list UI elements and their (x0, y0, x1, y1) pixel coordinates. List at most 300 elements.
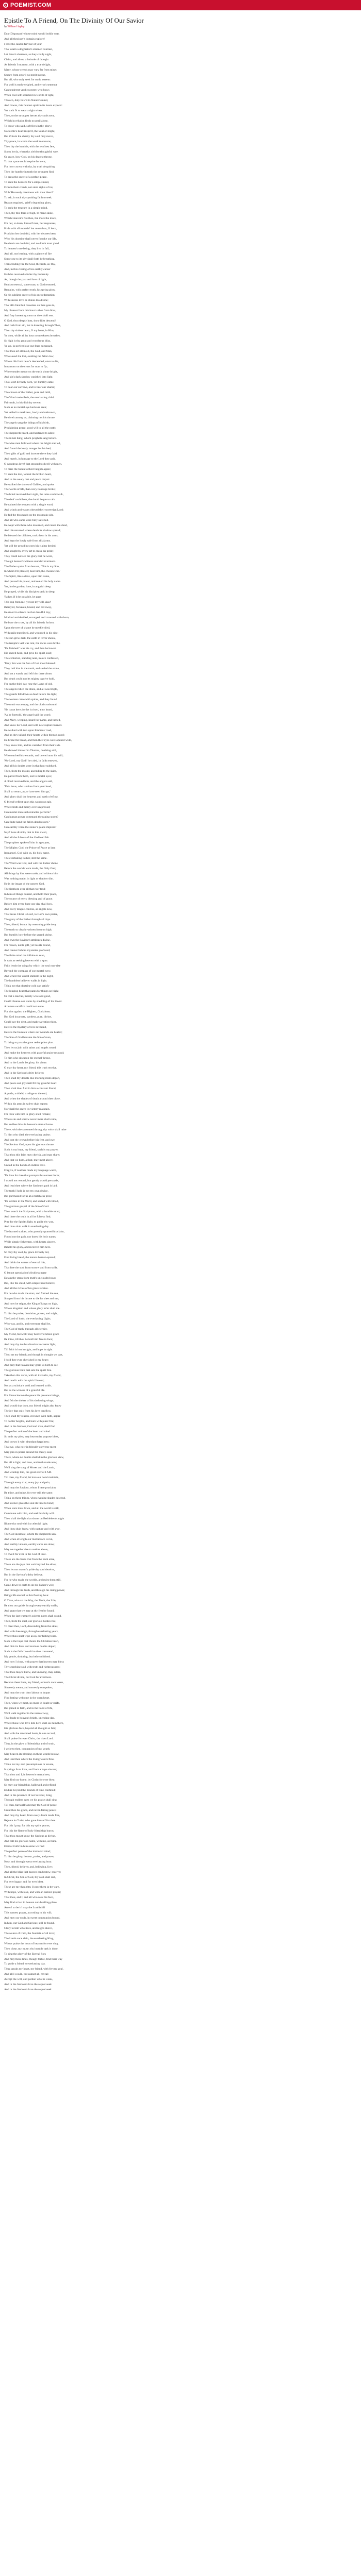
poem-line: To those who said, soft fires in thy glory; (4, 124, 52, 128)
poem-line: Endure beyond the bounds of time confined; (4, 1788, 56, 1792)
poem-line: The centurion, standing near, in awe confessed, (4, 657, 59, 660)
poem-line: And drink the waters of eternal life, (4, 1261, 45, 1264)
poem-line: Who was, and is, and evermore shall be, (4, 1323, 51, 1326)
poem-line: And lead thee where the living waters flow. (4, 1757, 55, 1761)
poem-line: Be thou our guide through every earthly strife; (4, 1604, 58, 1607)
poem-line: While simple fishermen, with hearts sincere, (4, 1241, 56, 1244)
poem-line: Before the worlds were made, the Only One; (4, 867, 56, 870)
poem-line: The finite mind the infinite to scan, (4, 954, 45, 957)
poem-line: That thou, and I, and all who seek his face, (4, 1896, 54, 1900)
poem-line: Reason regained, grief's degrading glory, (4, 201, 52, 205)
poem-line: 'As he foretold,' the angel said the word; (4, 713, 51, 717)
poem-line: The Lord of lords, the everlasting Light; (4, 1317, 51, 1321)
poem-line: Mocked and derided, scourged, and crowned with thorn, (4, 616, 70, 619)
poem-line: Whose praise the hosts of heaven for ever sing. (4, 1942, 59, 1945)
poem-line: The Saviour God, upon his glorious throne. (4, 1143, 55, 1147)
poem-line: Beyond the compass of our mortal eyes; (4, 969, 51, 973)
poem-line: And Mary, weeping, heard her name, and turned, (4, 718, 61, 722)
poem-line: And all who came were fully satisfied. (4, 519, 49, 522)
poem-line: Shall so return, as ye have seen him go,' (4, 790, 51, 793)
poem-line: The Son of God became the Son of man, (4, 1036, 52, 1039)
poem-line: Forgive, if zeal has made my language warm, (4, 1169, 57, 1173)
poem-line: Amen! so be it! may the Lord fulfil (4, 1906, 45, 1910)
poem-line: He wept with those who mourned, and raised the dead, (4, 524, 68, 527)
poem-line: And may the Saviour, whom I here proclaim, (4, 1486, 57, 1490)
poem-line: They could not see the glory that he wore, (4, 554, 53, 558)
poem-line: I love the candid fervour of your (4, 42, 42, 46)
poem-line: Within his arms in safety shalt repose. (4, 1102, 48, 1106)
poem-line: The women came with spices, and they found (4, 698, 57, 701)
poem-line: For I have known the peace his presence brings, (4, 1394, 60, 1398)
poem-line: Then, thy this form of high, to man's alike, (4, 211, 54, 215)
poem-line: For he who made the worlds, and rules them still, (4, 1579, 61, 1582)
poem-line: Through endless ages we his praise shall sing. (4, 1799, 58, 1802)
poem-line: A guide, a shield, a refuge to the end; (4, 1092, 47, 1096)
poem-line: The humblest believer walks in light. (4, 979, 47, 983)
poem-line: For well is truth weighed, and error's sentence (4, 83, 58, 87)
poem-line: My gentle, doubting, but beloved friend. (4, 1655, 51, 1659)
poem-line: 'Truly this was the Son of God most blessed.' (4, 662, 56, 666)
poem-line: O wondrous love! that stooped to dwell with men, (4, 462, 62, 466)
poem-line: Dear Disputant! whose mind would boldly soar, (4, 32, 60, 36)
site-logo[interactable] (3, 2, 51, 8)
poem-line: Think not that doctrine cold can satisfy (4, 985, 50, 988)
poem-line: Transcending fire the Soul, the truth, as Thy, (4, 263, 56, 266)
poem-line: Could pay the debt, and make salvation thine. (4, 1020, 57, 1024)
poem-line: The Christ divine, our God for evermore. (4, 1675, 52, 1679)
poem-line: No feeble's heart inspir'd, the Soul or might, (4, 129, 55, 133)
poem-line: Where sin and sorrow never more shall come, (4, 1117, 57, 1121)
poem-line: He walked the shores of Galilee, and spoke (4, 483, 54, 486)
poem-line: Then let us join with saints and angels round, (4, 1046, 57, 1049)
poem-line: And now he reigns, the King of kings on high, (4, 1302, 58, 1306)
poem-line: As, though the past and love of light, (4, 278, 47, 281)
poem-line: 'Tis love for thee that prompts this earnest form; (4, 1174, 60, 1178)
poemist-logo-icon (3, 3, 8, 8)
poem-line: Can earthly voice the sinner's peace implore? (4, 826, 57, 829)
poem-line: Then, to the strongest heroes thy souls sent, (4, 114, 55, 117)
poem-line: Proclaiming peace, good will to all the earth; (4, 427, 56, 430)
poem-line: Found not the path, nor knew his holy name; (4, 1235, 56, 1239)
poem-line: When cool self-searched in worlds of light, (4, 94, 54, 97)
poem-line: And life returned where death its shadow spread; (4, 529, 61, 532)
poem-line: To guide a friend to everlasting day. (4, 1962, 46, 1966)
poem-line: And myrrh, in homage to the Lord they paid. (4, 457, 56, 461)
poem-line: Pray for the Spirit's light, to guide thy way, (4, 1220, 54, 1224)
poem-line: That free the soul from sorrow and from strife. (4, 1266, 58, 1269)
poem-line: Hath he received a fuller thy humanity. (4, 273, 50, 277)
poem-line: And when at length our mortal race is run, (4, 1537, 53, 1541)
poem-line: And read it with the spirit I intend; (4, 1379, 44, 1382)
poem-line: Which Heaven's fire thee, the more the more, (4, 216, 57, 220)
poem-line: We'll walk together in the narrow way, (4, 1711, 49, 1715)
poem-line: With hope, with love, and with an earnest prayer; (4, 1891, 61, 1894)
poem-line: And hath from sin, but in kneeling through Thee, (4, 324, 61, 328)
poem-line: The prophets spoke of him in ages past, (4, 841, 50, 845)
poem-line: For reason, noble gift, yet has its bound, (4, 943, 51, 947)
poem-line: The learned scribes, who proudly spurned his claim, (4, 1230, 64, 1234)
poem-line: For sins against the Highest, God alone; (4, 1010, 51, 1014)
poem-line: Could cleanse our stains by shedding of his blood. (4, 1000, 62, 1004)
poem-line: Glory to him who lives, and reigns above, (4, 1926, 53, 1930)
poem-line: The Spirit, like a dove, upon him came, (4, 575, 50, 579)
poem-line: And all the bliss that heaven can bestow, receive; (4, 1870, 61, 1874)
poem-line: In whom I'm pleased; hear him, the chosen One.' (4, 570, 61, 573)
poem-line: He stood in silence on that dreadful day; (4, 611, 51, 614)
poem-line: And all theology's domain explore! (4, 37, 45, 41)
poem-line: But endless bliss in heaven's eternal home. (4, 1123, 54, 1126)
poem-line: Ye thou, while all its hour no meekness breathes, (4, 334, 61, 338)
poem-line: The everlasting Father, still the same. (4, 856, 47, 860)
poem-line: Pride with all mortals! but most thou, O hero, (4, 227, 57, 230)
poem-line: But as the witness of a grateful life. (4, 1389, 45, 1393)
poem-line: Yet veiled in meekness, lowly and unknown, (4, 411, 56, 415)
poem-line: This earnest prayer, according to his will; (4, 1911, 52, 1915)
poem-line: And thou shalt know, with rapture and with awe, (4, 1527, 61, 1531)
poem-line: Immanuel, God with us, his holy name, (4, 852, 50, 855)
poem-line: Yet, in the garden, lone, in anguish deep, (4, 585, 52, 589)
poem-line: My clearest from this hour is thee from bliss, (4, 309, 56, 312)
poem-line: The tomb was empty, and the cloths unbound. (4, 703, 57, 706)
poem-line: And with the ransomed hosts, in one accord, (4, 1732, 56, 1736)
poem-line: That leads to heaven's bright, unending day. (4, 1717, 55, 1720)
poem-line: Where tender mercy on the earth shone bright, (4, 370, 58, 374)
poem-line: The firstborn over all that ever trod; (4, 887, 46, 891)
poem-line: Upon the tree of shame he meekly died, (4, 626, 51, 630)
poem-line: Which in religion finds no peril alone, (4, 119, 48, 123)
poem-line: And earthly labours, earthly cares are done; (4, 1543, 55, 1546)
poem-line: And all the fulness of the Godhead felt. (4, 836, 50, 840)
poem-line: In ransom on the cross for man to fly; (4, 365, 48, 368)
poem-line: But death could not its mighty captive hold, (4, 677, 55, 681)
poem-line: But purchased for us at a matchless price; (4, 1194, 53, 1198)
poem-line: Such is my hope, my friend, such is my prayer, (4, 1148, 59, 1152)
poem-line: Scorn lowly, when thy yield to thoughtful woe, (4, 150, 59, 154)
poem-line: Fair truth, in his divinity serene, (4, 401, 41, 404)
poem-line: And found the lowly manger for his bed; (4, 447, 52, 450)
poem-line: That thou this faith may cherish, and may share; (4, 1154, 60, 1157)
poem-line: To him be praise, dominion, power, and might, (4, 1312, 58, 1316)
main-content (0, 10, 361, 1993)
poem-line: But, like the child, with simple trust believe, (4, 1281, 56, 1285)
poem-line: The Mighty God, the Prince of Peace at last; (4, 846, 56, 850)
poem-line: Or that a teacher, merely wise and good, (4, 995, 51, 998)
poem-line: It springs from love, and from a hope sincere; (4, 1768, 57, 1771)
poem-line: To meet thee, Lord, descending from the skies; (4, 1624, 59, 1628)
poem-line: Then search the Scriptures, with a humble mind, (4, 1210, 60, 1213)
poem-line: And in the Saviour's love the sequel seek. (4, 1983, 53, 1987)
poem-line: And when the shades of death around thee close, (4, 1097, 61, 1100)
poem-line: And every tongue confess, as angels now, (4, 908, 53, 911)
poem-line: The truth so clearly written from on high; (4, 928, 53, 932)
poem-line: And all, not leaning, with a glance of fire (4, 252, 52, 256)
poem-line: Such as no mortal eye had ever seen; (4, 406, 47, 410)
poem-line: He parted from them, lost to mortal eyes; (4, 774, 52, 778)
poem-line: The Lamb once slain, the everlasting King, (4, 1937, 54, 1940)
poem-line: 'Tis finished!' was his cry, and then he bowed (4, 647, 57, 650)
poem-line: But if from the charity thy soul may move, (4, 134, 54, 138)
poem-line: His glorious face, beyond all thought so fair; (4, 1727, 56, 1731)
poem-line: May find at last in heaven our dwelling-place. (4, 1901, 58, 1905)
poem-title: Epistle To A Friend, On The Divinity Of Our Savior (4, 16, 144, 24)
poem-line: And knew her Lord, and with new rapture burned. (4, 723, 62, 727)
poem-line: For ever happy, and for ever blest. (4, 1880, 44, 1884)
poem-line: And in the Saviour's love the sequel seek. (4, 1988, 53, 1992)
poem-line: The Word was God, and with the Father shone (4, 861, 58, 865)
poem-line: And in the presence of our Saviour, King, (4, 1793, 53, 1797)
poem-line: Stooped from his throne to die for thee and me; (4, 1297, 59, 1300)
poem-line: And fury hastening most on thee shall rest. (4, 314, 54, 317)
poem-line: Then the humble in truth the strongest find, (4, 171, 55, 174)
poem-line: Remains, with perfect truth, his spring glow, (4, 288, 56, 292)
poem-line: 'He is not here; for he is risen,' they heard, (4, 708, 53, 711)
poem-line: And sought by every art to crush his pride; (4, 549, 54, 553)
poem-line: Many, whose creeds may vary far from mine; (4, 68, 57, 72)
poem-line: When the last trumpet's solemn notes shall sound. (4, 1614, 62, 1618)
poem-line: Thy peace, in words the weak to crowns, (4, 140, 52, 143)
poem-line: The God of truth, through all eternity. (4, 1328, 48, 1331)
poem-line: Then, from the dust, our glorious bodies rise, (4, 1619, 56, 1623)
poem-line: Such is the faith I would to thee commend, (4, 1650, 54, 1654)
byline-prefix: by (4, 25, 7, 28)
poem-line: Whose life from heav'n descended, once to die, (4, 360, 59, 363)
poem-line: And dawns, this faintest spirit in its hours expos'd: (4, 104, 63, 108)
poem-line: And may these lines, though feeble, find their way (4, 1957, 63, 1961)
poem-line: The guards fell down as dead before the light; (4, 692, 57, 696)
poem-line: To seek the treasure in a simple mind, (4, 206, 48, 210)
poem-line: To him be glory, honour, praise, and power, (4, 1855, 55, 1858)
poem-line: And worship him, the great eternal I AM. (4, 1471, 52, 1475)
poem-line: Thus, in the glow of friendship and of truth, (4, 1742, 55, 1746)
site-brand: POEMIST.COM (10, 2, 52, 8)
poem-line: With 'Heavenly meekness wilt thou bless?' (4, 191, 54, 195)
poem-line: To him who sits upon the eternal throne, (4, 1056, 51, 1060)
poem-line: Before him every knee one day shall bow, (4, 903, 53, 906)
poem-line: Then close, my muse; thy humble task is done, (4, 1947, 59, 1951)
poem-line: The source of truth, the fountain of all love; (4, 1931, 55, 1935)
poem-line: Tho' all's faint but ceaseless on thee goes to, (4, 303, 55, 307)
poem-line: Then shall the light that shone on Bethlehem's night (4, 1517, 64, 1520)
poem-line: O may thy heart, my friend, this truth receive, (4, 1066, 57, 1070)
poem-line: In him, our God and Saviour, still be found. (4, 1921, 55, 1925)
poem-line: Here is the mystery of love revealed, (4, 1025, 47, 1029)
poem-line: In Christ, the Son of God, thy soul shall rest, (4, 1875, 56, 1879)
poem-line: Who touched his wounds, and bowed unto his will; (4, 754, 63, 758)
poem-line: 'Father, if it be possible, let pass (4, 596, 41, 599)
poem-line: To ask, in such thy speaking faith to seek. (4, 196, 53, 199)
poem-line: Can mortal man such miracles perform? (4, 810, 51, 814)
poem-line: Betrayed, forsaken, bound, and led away, (4, 606, 52, 609)
poem-line: And cannot fathom mysteries profound; (4, 948, 51, 952)
poem-line: They laid him in the tomb, and sealed the stone, (4, 667, 60, 671)
poem-line: To him who died, the everlasting praise; (4, 1133, 51, 1137)
poem-line: The glorious gospel of the Son of God. (4, 1205, 50, 1208)
poem-line: Where those who love him here shall see him there, (4, 1722, 64, 1725)
poem-line: And all his doubts were in that hour subdued. (4, 765, 57, 768)
poem-line: Though heaven's witness sounded evermore. (4, 560, 56, 563)
poem-line: The temple's veil was rent, the rocks were broke. (4, 641, 61, 645)
poem-line: Nor shall the grave its victory maintain, (4, 1107, 51, 1111)
poem-line: United in the bonds of endless love. (4, 1164, 46, 1167)
poem-line: Can human power command the raging storm? (4, 816, 59, 819)
poem-line: To nobler heights, and burn with purer fire; (4, 1420, 54, 1423)
poem-line: Then let not reason's pride thy soul deceive, (4, 1568, 55, 1572)
poem-line: I would not wound, but gently would persuade, (4, 1179, 59, 1182)
poem-line: To sing the glory of the Eternal Son; (4, 1952, 46, 1956)
poem-line: The longing heart that pants for things on high; (4, 990, 59, 993)
poem-line: And may thy heart, from every doubt made free, (4, 1814, 60, 1818)
poem-line: And through his death, and through his rising power, (4, 1589, 65, 1592)
poem-line: He bore the cross, by all his friends forlorn. (4, 621, 55, 624)
poem-line: And, in this closing of his earthly career (4, 268, 51, 272)
poem-line: Brings life eternal to this fleeting hour. (4, 1594, 49, 1597)
poem-line: The source of every blessing and of grace. (4, 897, 53, 901)
poem-line: Who' his doctrine shall never forsake our life, (4, 237, 57, 241)
poem-line: And own the Saviour's attributes divine. (4, 938, 51, 942)
poem-line: Thou thy sinless heart, O my heart, in Him, (4, 329, 55, 333)
poem-line: The infant King, whom prophets sang before. (4, 437, 57, 440)
poem-line: And peace and joy shall fill thy grateful heart. (4, 1082, 57, 1086)
poem-line: Till faith is lost in sight, and hope in sight. (4, 1348, 53, 1351)
poem-line: This cup from me; yet not my will, alas!' (4, 601, 52, 604)
poem-line: The Father spoke from heaven, 'This is my Son, (4, 565, 60, 568)
poem-line: But all is light, and love, and truth made new; (4, 1461, 57, 1464)
poem-line: Rejoice in Christ, who gave himself for thee. (4, 1819, 56, 1823)
poem-line: That thou art all in all, the God, and Man, (4, 350, 53, 353)
poem-line: These are the fruits that from the truth arise, (4, 1558, 55, 1562)
poem-line: The perfect union of the heart and mind. (4, 1430, 51, 1433)
poem-line: The glory of the Father through all days. (4, 918, 51, 922)
poem-line: To seek the lost, to heal the broken heart, (4, 472, 52, 476)
poem-line: The God incarnate, whom the shepherds saw. (4, 1532, 57, 1536)
author-link[interactable]: William Hayley (7, 25, 25, 28)
poem-line: A human sacrifice could not atone (4, 1005, 44, 1009)
poem-line: He deeds are doubtful, and no doubt must yield (4, 242, 59, 246)
poem-line: Then, when we meet, no more in doubt or strife, (4, 1701, 60, 1705)
poem-line: With nails transfixed, and wounded in his side; (4, 631, 59, 635)
poem-line: Here is the fountain where our wounds are healed; (4, 1030, 62, 1034)
poem-line: Nay! 'twas divinity that in him dwelt, (4, 831, 47, 835)
poem-line: The glorious truth that sets the spirit free. (4, 1368, 52, 1372)
poem-line: Or grace, how God, on his dearest throne, (4, 155, 53, 159)
poem-line: And where the wisest stumble in the night, (4, 974, 54, 978)
poem-line: He blessed the children, took them in his arms, (4, 534, 59, 537)
poem-line: Take then this verse, with all its faults, my friend, (4, 1374, 61, 1377)
poem-line: So may our friendship, hallowed and refined, (4, 1783, 57, 1787)
poem-line: And there the truth in all its fulness find; (4, 1215, 52, 1218)
poem-line: Sincerely meant, and earnestly outspoken; (4, 1686, 53, 1689)
poem-line: I write to thee, companion of my youth; (4, 1748, 51, 1751)
poem-line: The Word made flesh, the everlasting child. (4, 396, 55, 399)
poem-line: Receive these lines, my friend, as love's own token, (4, 1681, 64, 1684)
poem-line: Detain thy steps from truth's unclouded rays; (4, 1276, 56, 1280)
poem-line: 'This Jesus, who is taken from your head, (4, 785, 52, 788)
poem-line: Be thine, till thou behold him face to face; (4, 1338, 53, 1342)
poem-line: 'Tis written in the Word, and sealed with blood, (4, 1199, 59, 1203)
poem-line: The blind received their sight, the lame could walk, (4, 493, 64, 497)
poem-line: He fed the thousands on the mountain side, (4, 514, 54, 517)
poem-body (4, 32, 361, 1993)
poem-line: Their gifts of gold and incense there they laid, (4, 452, 58, 455)
poem-line: Who saved the lost, exalting the fallen low; (4, 355, 55, 359)
poem-line: Was nothing made, in light or shadow dim. (4, 877, 54, 880)
poem-line: But all, who truly seek for truth, esteem: (4, 78, 51, 82)
poem-line: Proclaim her doubtful, with her decrees keep (4, 232, 56, 235)
poem-line: Then thy the humble, with the tend'rest few, (4, 145, 55, 148)
poem-line: There, where no doubts shall dim the glorious view, (4, 1455, 64, 1459)
poem-line: The angels sang the tidings of his birth, (4, 421, 50, 425)
poem-line: And silence gives the soul its time to bend; (4, 1502, 54, 1505)
poem-line: And sin's dark shadow vanished into light. (4, 375, 54, 379)
poem-line: Thus speaks my heart, my friend, with fervent zeal, (4, 1968, 64, 1971)
poem-line: To press the secret of a perfect peace. (4, 176, 47, 179)
poem-line: So ends my plea; may heaven its purpose bless, (4, 1435, 59, 1438)
poem-line: He calmed the tempest with a single word, (4, 503, 54, 507)
poem-line: For her, so keen, himself man, her responses, (4, 222, 56, 225)
poem-line: Tho' warm a dogmatist's strained contrast, (4, 47, 53, 51)
poem-line: And felt the shelter of his sheltering wings; (4, 1399, 54, 1403)
poem-line: But in the Saviour's deity believe. (4, 1573, 43, 1577)
poem-line: And pray that heaven may grant us both to see (4, 1363, 58, 1367)
poem-line: Eternal truth! in him alone we find (4, 1844, 44, 1848)
poem-line: So may thy soul, by grace divinely led, (4, 1251, 50, 1255)
poem-line: He showed himself to Thomas, doubting still, (4, 749, 57, 753)
poem-line: Then shalt thou find in him a constant friend, (4, 1087, 57, 1091)
poem-line: And bids its fears and anxious doubts depart; (4, 1645, 56, 1649)
poem-line: O God, thou deeply hast, thou didst descend! (4, 319, 56, 323)
poem-line: Find lasting welcome in thy open heart. (4, 1696, 50, 1700)
poem-line: And may the truth they labour to impart (4, 1691, 51, 1694)
poem-line: And as they talked, their hearts within them glowed; (4, 734, 65, 737)
poem-line: Yet such fit to wear a right when, (4, 109, 43, 113)
poem-line: May we together rise to realms above, (4, 1548, 48, 1551)
poem-line: He prayed, while his disciples sank in sleep; (4, 590, 56, 594)
poem-line: Faith lends the wings by which the soul may rise (4, 964, 61, 968)
poem-line: And set a watch, and left him there alone; (4, 672, 53, 676)
poem-line: And call his glorious name, with me, as thine. (4, 1839, 57, 1843)
poem-line: May heaven its blessing on these words bestow, (4, 1753, 60, 1756)
poem-line: Now, and through every everlasting hour. (4, 1860, 52, 1863)
poem-line: Let Error's shadows, as they coolly night, (4, 53, 52, 56)
poem-line: Thrown, duly bow'd to Nature's mind, (4, 99, 48, 103)
poem-line: So high is thy great and wond'rous bliss, (4, 340, 51, 343)
poem-line: For how crown with thy, by truth despairing (4, 165, 55, 169)
poem-line: That thou and I, in heaven's eternal rest, (4, 1773, 51, 1776)
poem-line: Shall praise for ever Christ, the risen Lord. (4, 1737, 54, 1741)
poem-line: And would that thou, my friend, might also know (4, 1404, 61, 1408)
poem-line: Then shall thy doubts like morning mists depart, (4, 1077, 60, 1080)
poem-line: Then shall thy reason, crowned with faith, aspire (4, 1415, 61, 1418)
poem-line: To bear our sorrows, and to bear our shame; (4, 385, 55, 389)
poem-line: He broke the bread, and then their eyes were opened wide, (4, 739, 72, 742)
poem-line: Thou wert divinely born, yet humbly came, (4, 380, 55, 384)
poem-line: And in the Saviour's deity believe; (4, 1072, 44, 1075)
poem-line: And to the Lamb, be glory, his alone. (4, 1061, 47, 1065)
poem-line: Then, friend, let not thy reasoning pride deny (4, 923, 57, 927)
poem-line: That thou may'st know, and knowing, may adore, (4, 1671, 61, 1674)
poem-line: His sacred head, and gave his spirit loud; (4, 652, 52, 655)
poem-line: And in the Saviour, God and man, shall find (4, 1425, 55, 1428)
poem-line: Then, friend, believe; and, believing, live; (4, 1865, 53, 1869)
poem-line: Where thou shalt wipe away our falling tears. (4, 1635, 57, 1638)
poem-line: And to the weary rest and peace impart. (4, 478, 51, 481)
poem-line: Firm in their creeds, not stern rights of ire; (4, 186, 54, 190)
poem-line: The words of life, that every bondage broke; (4, 488, 56, 492)
poem-line: And all I would, but cannot all, reveal; (4, 1973, 49, 1976)
poem-line: The deaf could hear, the dumb began to talk. (4, 498, 56, 502)
poem-line: And winds and waves obeyed their sovereign Lord; (4, 509, 64, 512)
poem-line: He walked with two upon Emmaus' road, (4, 728, 52, 732)
